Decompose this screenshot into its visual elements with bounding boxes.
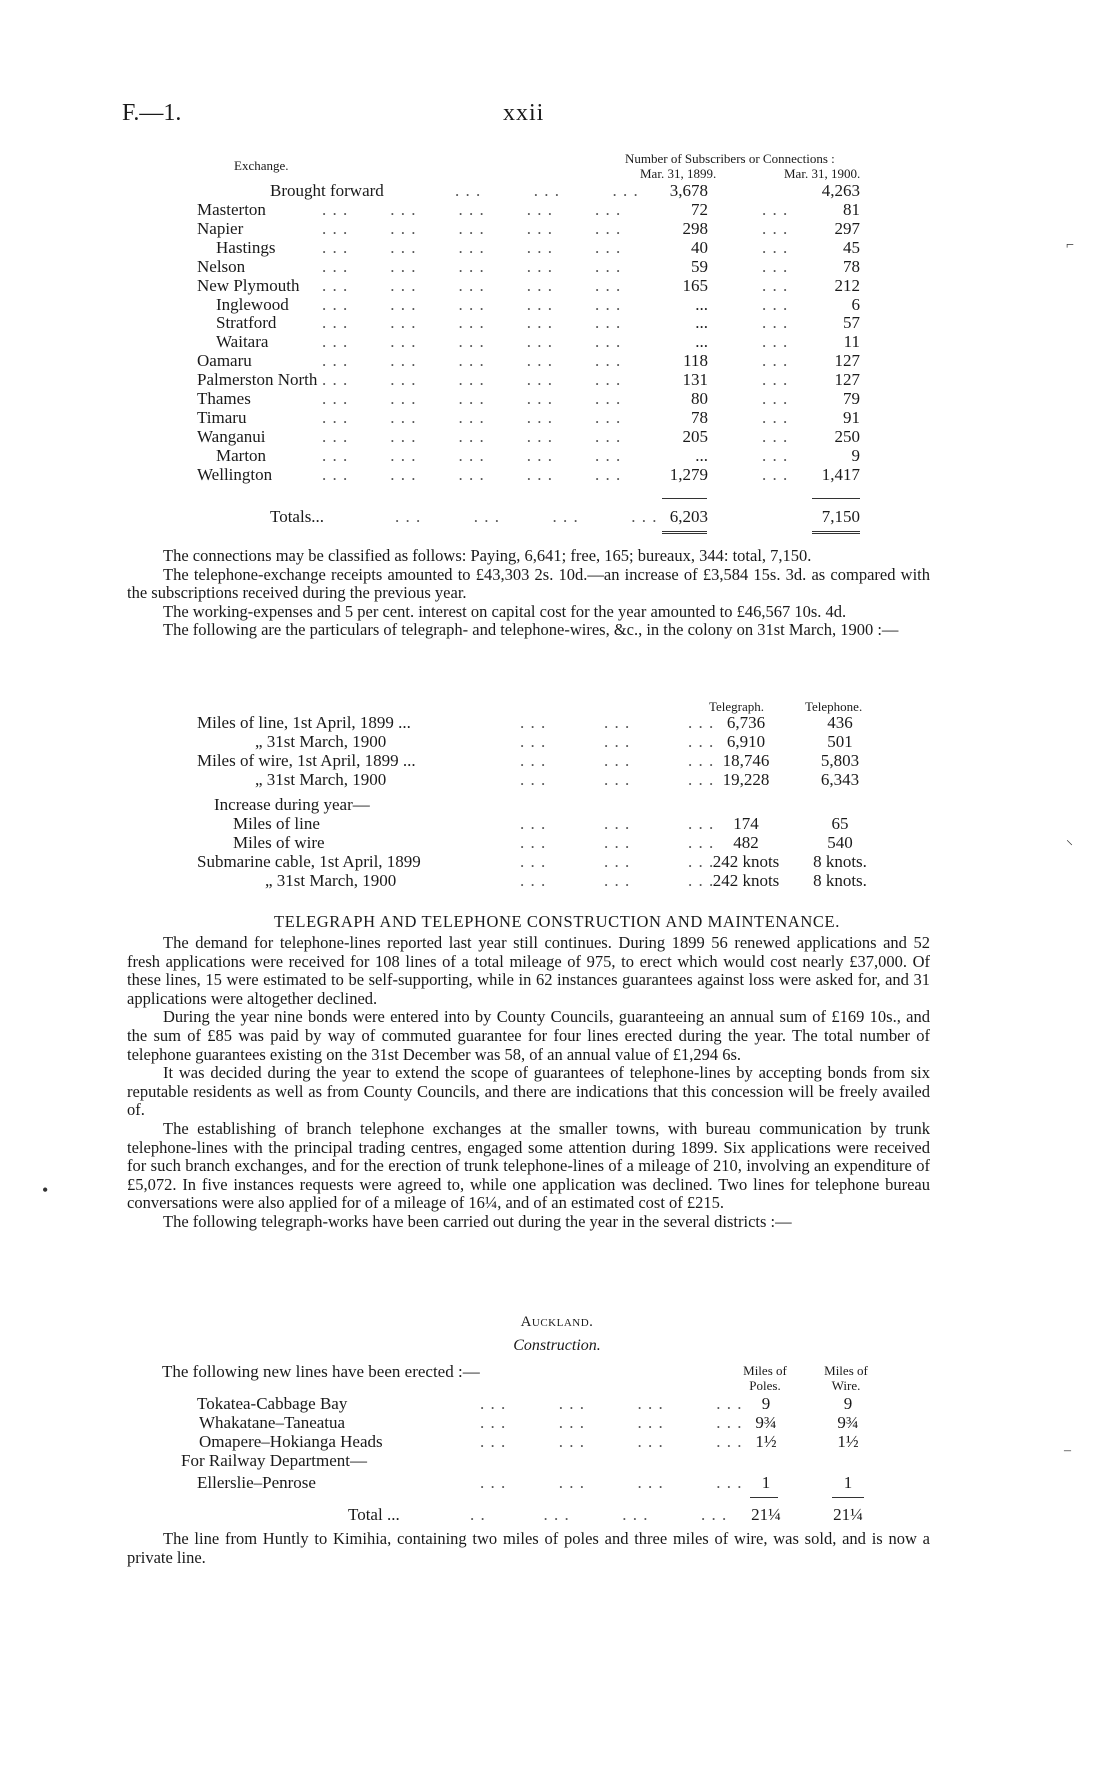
- value-1899: 165: [682, 275, 708, 295]
- telephone-value: 5,803: [820, 751, 860, 770]
- leader-dots: . . . . . . . . . . . . . . .: [322, 464, 622, 484]
- paragraph: The following are the particulars of telegraph- and telephone-wires, &c., in the colony on 31st March, 1900 :—: [163, 620, 899, 640]
- brought-forward-1899: 3,678: [669, 181, 708, 200]
- telegraph-value: 18,746: [722, 751, 770, 770]
- leader-dots: . . . . . . . . . . . . . . .: [322, 370, 622, 390]
- exchange-name: Hastings: [216, 237, 276, 257]
- miles-of-poles-value: [750, 1451, 782, 1470]
- telephone-value: [800, 795, 880, 814]
- wires-row-label: Miles of line, 1st April, 1899 ...: [197, 713, 411, 732]
- paragraph: The demand for telephone-lines reported last year still continues. During 1899 56 renewed applications and 52 fresh applications were received for 108 lines of a total mileage of 975, to erect which would cost nearly £37,000. Of these lines, 15 were estimated to be self-supporting, while in 62 instances guarantees against loss were asked for, and 31 applications were altogether declined.: [127, 933, 930, 1008]
- leader-dots: . . .: [762, 200, 789, 219]
- telephone-value: 65: [831, 814, 849, 833]
- leader-dots: . . . . . . . . . . . . . . .: [322, 426, 622, 446]
- value-1900: 78: [843, 256, 860, 276]
- value-1899: 59: [691, 256, 708, 276]
- exchange-name: Timaru: [197, 407, 247, 427]
- leader-dots: . . .: [762, 426, 789, 446]
- paragraph: The working-expenses and 5 per cent. interest on capital cost for the year amounted to £46,567 10s. 4d.: [163, 601, 847, 621]
- telephone-value: 436: [827, 713, 853, 732]
- wires-row-label: „ 31st March, 1900: [255, 770, 387, 789]
- value-1899: 1,279: [669, 464, 708, 484]
- leader-dots: . . .: [762, 332, 789, 352]
- leader-dots: . . .: [762, 218, 789, 238]
- auckland-line-label: For Railway Department—: [181, 1451, 368, 1470]
- exchange-name: Inglewood: [216, 294, 289, 314]
- telegraph-value: 6,910: [726, 732, 766, 751]
- telephone-value: 8 knots.: [813, 852, 867, 871]
- col-exchange-header: Exchange.: [234, 158, 289, 173]
- leader-dots: . . .: [762, 464, 789, 484]
- exchange-name: Wanganui: [197, 426, 266, 446]
- paragraph: It was decided during the year to extend the scope of guarantees of telephone-lines by accepting bonds from six reputable residents as well as from County Councils, and there are indications that this concession will be freely availed of.: [127, 1063, 930, 1120]
- paragraphs-construction: [127, 934, 930, 1232]
- value-1899: 298: [682, 218, 708, 238]
- leader-dots: . . . . . . . . . . . . . . .: [322, 256, 622, 276]
- leader-dots: . . .: [762, 275, 789, 295]
- value-1899: ...: [695, 294, 708, 314]
- leader-dots: . . .: [762, 256, 789, 276]
- leader-dots: . . . . . . . . . . . .: [480, 1432, 743, 1451]
- leader-dots: . . . . . . . . . . . . . . .: [322, 313, 622, 333]
- leader-dots: . . . . . . . . .: [520, 833, 715, 852]
- value-1899: 78: [691, 407, 708, 427]
- value-1900: 250: [834, 426, 860, 446]
- miles-of-wire-value: 1½: [837, 1432, 859, 1451]
- total-rule-poles: [750, 1497, 778, 1498]
- telegraph-value: 6,736: [726, 713, 766, 732]
- exchange-name: Waitara: [216, 332, 269, 352]
- telephone-value: 540: [827, 833, 853, 852]
- total-double-rule-1899: [662, 531, 707, 534]
- telegraph-value: 482: [733, 833, 759, 852]
- exchange-name: Palmerston North: [197, 370, 318, 390]
- value-1900: 212: [834, 275, 860, 295]
- exchange-name: Stratford: [216, 313, 277, 333]
- exchange-name: Nelson: [197, 256, 246, 276]
- auckland-heading: Auckland.: [520, 1314, 594, 1330]
- paragraph: The following telegraph-works have been carried out during the year in the several districts :—: [163, 1211, 792, 1231]
- leader-dots: . . . . . . . . . . . . . . .: [322, 351, 622, 371]
- col-telegraph-header: Telegraph.: [709, 699, 765, 714]
- leader-dots: . . . . . . . . .: [520, 814, 715, 833]
- col-1899-header: Mar. 31, 1899.: [640, 166, 717, 181]
- value-1899: 131: [682, 370, 708, 390]
- paragraph: The establishing of branch telephone exchanges at the smaller towns, with bureau communication by trunk telephone-lines with the principal trading centres, engaged some attention during 1899. Six applications were received for such branch exchanges, and for the erection of trunk telephone-lines of a mileage of 210, involving an expenditure of £5,072. In five instances requests were agreed to, while one application was declined. Two lines for telephone bureau conversations were also applied for of a mileage of 16¼, and of an estimated cost of £215.: [127, 1118, 930, 1213]
- paragraph: The connections may be classified as follows: Paying, 6,641; free, 165; bureaux, 344: total, 7,150.: [163, 546, 812, 565]
- leader-dots: . . . . . . . . . . . . . . .: [322, 294, 622, 314]
- leader-dots: . . . . . . . . . . . .: [395, 507, 658, 526]
- miles-of-poles-value: 1½: [755, 1432, 777, 1451]
- document-reference: F.—1.: [122, 100, 182, 126]
- value-1900: 45: [843, 237, 860, 257]
- telephone-value: 6,343: [820, 770, 860, 789]
- miles-of-wire-value: [832, 1451, 864, 1470]
- margin-mark: –: [1064, 1443, 1071, 1458]
- totals-1899: 6,203: [669, 507, 708, 526]
- leader-dots: . . . . . . . . .: [520, 770, 715, 789]
- leader-dots: . . . . . . . . .: [520, 732, 715, 751]
- leader-dots: . . . . . . . . . . . . . . .: [322, 332, 622, 352]
- exchange-name: Napier: [197, 218, 244, 238]
- miles-of-wire-value: 9: [843, 1394, 853, 1413]
- auckland-line-label: Omapere–Hokianga Heads: [199, 1432, 383, 1451]
- value-1899: 80: [691, 389, 708, 408]
- leader-dots: . . .: [762, 237, 789, 257]
- value-1899: 40: [691, 237, 708, 257]
- value-1900: 79: [843, 389, 860, 408]
- exchange-name: New Plymouth: [197, 275, 300, 295]
- leader-dots: . . .: [762, 370, 789, 390]
- auckland-line-label: Ellerslie–Penrose: [197, 1473, 316, 1492]
- value-1900: 81: [843, 200, 860, 219]
- total-double-rule-1900: [812, 531, 860, 534]
- brought-forward-label: Brought forward: [270, 181, 384, 200]
- col-wire-header: Miles of Wire.: [824, 1363, 868, 1393]
- telephone-value: 8 knots.: [813, 871, 867, 890]
- leader-dots: . . .: [762, 445, 789, 465]
- wires-row-label: Miles of wire: [233, 833, 325, 852]
- leader-dots: . . . . . . . . . . .: [470, 1505, 728, 1524]
- leader-dots: . . . . . . . . . . . . . . .: [322, 389, 622, 408]
- col-group-header: Number of Subscribers or Connections :: [625, 151, 835, 166]
- leader-dots: . . . . . . . . . . . .: [480, 1413, 743, 1432]
- leader-dots: . . . . . . . . . . . .: [480, 1394, 743, 1413]
- leader-dots: . . . . . . . . . . . . . . .: [322, 445, 622, 465]
- miles-of-poles-value: 9: [761, 1394, 771, 1413]
- brought-forward-1900: 4,263: [821, 181, 860, 200]
- auckland-total-wire: 21¼: [833, 1505, 863, 1524]
- telegraph-value: [700, 795, 792, 814]
- wires-row-label: Submarine cable, 1st April, 1899: [197, 852, 421, 871]
- wires-row-label: Miles of line: [233, 814, 320, 833]
- construction-subheading: Construction.: [513, 1337, 601, 1354]
- totals-1900: 7,150: [821, 507, 860, 526]
- value-1900: 9: [851, 445, 860, 465]
- paragraph: During the year nine bonds were entered into by County Councils, guaranteeing an annual sum of £169 10s., and the sum of £85 was paid by way of commuted guarantee for four lines erected during the year. The total number of telephone guarantees existing on the 31st December was 58, of an annual value of £1,294 6s.: [127, 1007, 930, 1064]
- value-1900: 11: [843, 332, 860, 352]
- leader-dots: . . .: [762, 313, 789, 333]
- auckland-total-poles: 21¼: [751, 1505, 781, 1524]
- value-1899: 72: [691, 200, 708, 219]
- exchange-name: Oamaru: [197, 351, 252, 371]
- value-1900: 127: [834, 370, 860, 390]
- paragraph: The line from Huntly to Kimihia, containing two miles of poles and three miles of wire, was sold, and is now a private line.: [127, 1529, 930, 1567]
- telegraph-value: 174: [733, 814, 759, 833]
- miles-of-wire-value: 9¾: [837, 1413, 859, 1432]
- margin-mark: ⸌: [1066, 839, 1073, 854]
- value-1899: ...: [695, 445, 708, 465]
- value-1900: 57: [843, 313, 860, 333]
- col-1900-header: Mar. 31, 1900.: [784, 166, 861, 181]
- leader-dots: . . . . . . . . .: [455, 181, 639, 200]
- paragraph: The telephone-exchange receipts amounted to £43,303 2s. 10d.—an increase of £3,584 15s. 3d. as compared with the subscriptions received during the previous year.: [127, 564, 930, 603]
- value-1899: 118: [683, 351, 708, 371]
- wires-row-label: Increase during year—: [214, 795, 370, 814]
- value-1900: 297: [834, 218, 860, 238]
- leader-dots: . . . . . . . . . . . . . . .: [322, 200, 622, 219]
- totals-label: Totals...: [270, 507, 325, 526]
- auckland-total-label: Total ...: [348, 1505, 400, 1524]
- exchange-name: Thames: [197, 389, 251, 408]
- miles-of-poles-value: 9¾: [755, 1413, 777, 1432]
- leader-dots: . . . . . . . . .: [520, 871, 715, 890]
- leader-dots: . . . . . . . . .: [520, 713, 715, 732]
- paragraphs-connections: [127, 547, 930, 640]
- telephone-value: 501: [827, 732, 853, 751]
- value-1899: ...: [695, 332, 708, 352]
- closing-paragraph: [127, 1530, 930, 1567]
- leader-dots: . . . . . . . . . . . .: [480, 1473, 743, 1492]
- subtotal-rule-1900: [812, 498, 860, 499]
- exchange-name: Wellington: [197, 464, 273, 484]
- total-rule-wire: [832, 1497, 864, 1498]
- value-1900: 127: [834, 351, 860, 371]
- margin-mark: •: [42, 1180, 49, 1200]
- leader-dots: . . .: [762, 389, 789, 408]
- telegraph-value: 19,228: [722, 770, 770, 789]
- col-telephone-header: Telephone.: [805, 699, 863, 714]
- exchange-name: Masterton: [197, 200, 266, 219]
- auckland-line-label: Whakatane–Taneatua: [199, 1413, 346, 1432]
- value-1899: 205: [682, 426, 708, 446]
- exchange-name: Marton: [216, 445, 267, 465]
- miles-of-wire-value: 1: [843, 1473, 853, 1492]
- leader-dots: . . . . . . . . . . . . . . .: [322, 218, 622, 238]
- leader-dots: . . . . . . . . . . . . . . .: [322, 275, 622, 295]
- telegraph-value: 242 knots: [712, 852, 780, 871]
- subtotal-rule-1899: [662, 498, 707, 499]
- leader-dots: . . . . . . . . .: [520, 852, 715, 871]
- col-poles-header: Miles of Poles.: [743, 1363, 787, 1393]
- value-1899: ...: [695, 313, 708, 333]
- leader-dots: . . . . . . . . . . . . . . .: [322, 407, 622, 427]
- section-heading: TELEGRAPH AND TELEPHONE CONSTRUCTION AND MAINTENANCE.: [274, 912, 840, 931]
- miles-of-poles-value: 1: [761, 1473, 771, 1492]
- wires-row-label: „ 31st March, 1900: [265, 871, 397, 890]
- leader-dots: . . . . . . . . . . . . . . .: [322, 237, 622, 257]
- wires-row-label: „ 31st March, 1900: [255, 732, 387, 751]
- margin-mark: ⌐: [1066, 238, 1074, 253]
- leader-dots: . . .: [762, 294, 789, 314]
- leader-dots: . . .: [762, 351, 789, 371]
- wires-row-label: Miles of wire, 1st April, 1899 ...: [197, 751, 416, 770]
- telegraph-value: 242 knots: [712, 871, 780, 890]
- auckland-line-label: Tokatea-Cabbage Bay: [197, 1394, 348, 1413]
- value-1900: 6: [851, 294, 860, 314]
- leader-dots: . . .: [762, 407, 789, 427]
- page-number: xxii: [503, 100, 545, 126]
- value-1900: 91: [843, 407, 860, 427]
- leader-dots: . . . . . . . . .: [520, 751, 715, 770]
- value-1900: 1,417: [821, 464, 860, 484]
- auckland-intro: The following new lines have been erected :—: [162, 1362, 480, 1381]
